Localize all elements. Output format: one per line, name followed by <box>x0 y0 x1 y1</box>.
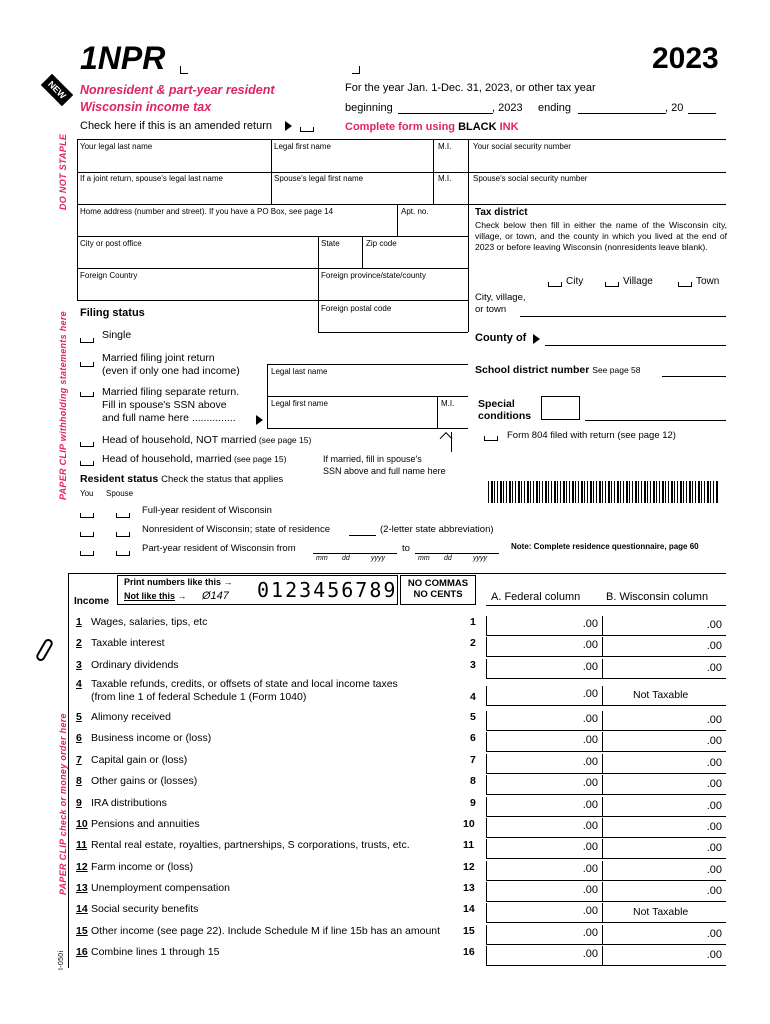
federal-amount-value: .00 <box>582 884 598 896</box>
federal-amount-value: .00 <box>582 756 598 768</box>
col-b-header: B. Wisconsin column <box>606 591 709 603</box>
not-taxable-text: Not Taxable <box>633 689 689 701</box>
federal-amount-value: .00 <box>582 734 598 746</box>
line-ref: 9 <box>470 797 476 809</box>
grid-line <box>468 139 469 332</box>
line-description: Farm income or (loss) <box>91 861 194 873</box>
grid-line <box>362 236 363 268</box>
tax-district-description: Check below then fill in either the name of the Wisconsin city, village, or town, and the county in which you lived at the end of 2023 or before leaving Wisconsin (nonresidents leave blank). <box>475 220 727 252</box>
federal-amount-value: .00 <box>582 927 598 939</box>
line-number: 16 <box>76 946 88 958</box>
federal-amount-value: .00 <box>582 688 598 700</box>
grid-line <box>267 364 268 428</box>
federal-amount-field[interactable] <box>486 686 602 706</box>
mfs-label-1: Married filing separate return. <box>102 386 240 398</box>
paper-clip-withholding: PAPER CLIP withholding statements here <box>58 311 68 500</box>
wisconsin-amount-field[interactable] <box>602 925 726 945</box>
federal-amount-value: .00 <box>582 820 598 832</box>
hoh-married-text: Head of household, married <box>102 453 232 465</box>
line-number: 6 <box>76 732 82 744</box>
line-number: 9 <box>76 797 82 809</box>
special-conditions-field[interactable] <box>585 420 726 421</box>
income-title: Income <box>74 596 110 607</box>
line-description: Combine lines 1 through 15 <box>91 946 220 958</box>
arrow-icon <box>256 415 263 425</box>
not-taxable-cell <box>602 686 726 706</box>
federal-amount-field[interactable] <box>486 797 602 817</box>
wisconsin-amount-value: .00 <box>706 662 722 674</box>
federal-amount-field[interactable] <box>486 637 602 657</box>
mi-field[interactable]: M.I. <box>438 142 452 151</box>
sample-bad-numbers: Ø147 <box>202 590 229 602</box>
grid-line <box>77 139 726 140</box>
wisconsin-amount-value: .00 <box>706 735 722 747</box>
wisconsin-amount-value: .00 <box>706 800 722 812</box>
wisconsin-amount-field[interactable] <box>602 711 726 731</box>
grid-line <box>267 364 468 365</box>
grid-line <box>68 573 726 574</box>
wisconsin-amount-field[interactable] <box>602 946 726 966</box>
print-like-label: Print numbers like this → <box>124 577 233 587</box>
to-label: to <box>402 543 410 554</box>
special-label-1: Special <box>478 398 515 410</box>
tax-district-title: Tax district <box>475 207 528 218</box>
arrow-icon <box>285 121 292 131</box>
line-ref: 3 <box>470 659 476 671</box>
hoh-not-see: (see page 15) <box>256 435 312 445</box>
wisconsin-amount-value: .00 <box>706 864 722 876</box>
zip-field[interactable]: Zip code <box>366 239 397 248</box>
federal-amount-field[interactable] <box>486 925 602 945</box>
single-checkbox[interactable] <box>80 338 94 343</box>
form-id: 1NPR <box>80 40 166 76</box>
spouse-legal-first-field[interactable]: Legal first name <box>271 399 328 408</box>
spouse-mi-field[interactable]: M.I. <box>438 174 452 183</box>
line-description: Pensions and annuities <box>91 818 200 830</box>
federal-amount-value: .00 <box>582 777 598 789</box>
mfs-label-2: Fill in spouse's SSN above <box>102 399 227 411</box>
amended-label: Check here if this is an amended return <box>80 120 272 132</box>
two-letter-label: (2-letter state abbreviation) <box>380 524 494 535</box>
city-field[interactable]: City or post office <box>80 239 142 248</box>
wisconsin-amount-value: .00 <box>706 778 722 790</box>
grid-line <box>318 236 319 332</box>
nonresident-you-checkbox[interactable] <box>80 532 94 537</box>
federal-amount-field[interactable] <box>486 882 602 902</box>
no-commas-text: NO COMMAS <box>407 578 469 589</box>
city-label: City <box>566 276 584 287</box>
arrow-icon <box>533 334 540 344</box>
hoh-married-label <box>102 453 286 465</box>
mfj-checkbox[interactable] <box>80 362 94 367</box>
not-taxable-text: Not Taxable <box>633 906 689 918</box>
resident-instruction: Check the status that applies <box>161 474 284 485</box>
dd-label: dd <box>444 555 452 562</box>
ink-black: BLACK <box>458 121 497 133</box>
foreign-province-field[interactable]: Foreign province/state/county <box>321 271 426 280</box>
grid-line <box>486 605 726 606</box>
federal-amount-value: .00 <box>582 639 598 651</box>
federal-amount-field[interactable] <box>486 839 602 859</box>
federal-amount-field[interactable] <box>486 775 602 795</box>
line-description: Ordinary dividends <box>91 659 179 671</box>
paperclip-icon <box>35 637 55 662</box>
federal-amount-value: .00 <box>582 799 598 811</box>
line-ref: 4 <box>470 691 476 703</box>
wisconsin-amount-field[interactable] <box>602 882 726 902</box>
no-cents-text: NO CENTS <box>413 589 463 600</box>
city-checkbox[interactable] <box>548 282 562 287</box>
wisconsin-amount-field[interactable] <box>602 861 726 881</box>
do-not-staple: DO NOT STAPLE <box>58 133 68 210</box>
yyyy-label: yyyy <box>371 555 385 562</box>
spouse-ssn-field[interactable]: Spouse's social security number <box>473 174 588 183</box>
line-ref: 13 <box>463 882 475 894</box>
part-year-spouse-checkbox[interactable] <box>116 551 130 556</box>
ending-year-field[interactable] <box>688 113 716 114</box>
line-ref: 1 <box>470 616 476 628</box>
print-like-text: Print numbers like this <box>124 577 222 587</box>
corner-mark-right <box>352 66 360 74</box>
amended-checkbox[interactable] <box>300 127 314 132</box>
school-district-field[interactable] <box>662 376 726 377</box>
barcode <box>488 481 718 503</box>
wisconsin-amount-value: .00 <box>706 619 722 631</box>
part-year-label: Part-year resident of Wisconsin from <box>142 543 296 554</box>
wisconsin-amount-value: .00 <box>706 885 722 897</box>
town-checkbox[interactable] <box>678 282 692 287</box>
wisconsin-amount-value: .00 <box>706 928 722 940</box>
grid-line <box>77 236 468 237</box>
not-like-label: Not like this → <box>124 591 187 601</box>
county-field[interactable] <box>545 345 726 346</box>
last-name-field[interactable]: Your legal last name <box>80 142 153 151</box>
village-label: Village <box>623 276 653 287</box>
federal-amount-field[interactable] <box>486 616 602 636</box>
line-description-2: (from line 1 of federal Schedule 1 (Form 1040) <box>91 691 307 703</box>
school-see-text: See page 58 <box>592 365 641 375</box>
line-ref: 6 <box>470 732 476 744</box>
year-text: For the year Jan. 1-Dec. 31, 2023, or other tax year <box>345 82 596 94</box>
nonresident-spouse-checkbox[interactable] <box>116 532 130 537</box>
town-label: Town <box>696 276 720 287</box>
grid-line <box>77 268 468 269</box>
line-description: Alimony received <box>91 711 171 723</box>
federal-amount-field[interactable] <box>486 903 602 923</box>
grid-line <box>437 396 438 428</box>
wisconsin-amount-field[interactable] <box>602 775 726 795</box>
wisconsin-amount-field[interactable] <box>602 754 726 774</box>
spouse-legal-last-field[interactable]: Legal last name <box>271 367 328 376</box>
federal-amount-value: .00 <box>582 841 598 853</box>
mm-label: mm <box>418 555 430 562</box>
to-date-field[interactable] <box>415 553 499 554</box>
beginning-label: beginning <box>345 102 393 114</box>
line-ref: 14 <box>463 903 475 915</box>
hoh-not-text: Head of household, NOT married <box>102 434 257 446</box>
hoh-not-married-checkbox[interactable] <box>80 442 94 447</box>
wisconsin-amount-value: .00 <box>706 640 722 652</box>
line-ref: 7 <box>470 754 476 766</box>
spouse-legal-mi-field[interactable]: M.I. <box>441 399 455 408</box>
wisconsin-amount-value: .00 <box>706 757 722 769</box>
ink-note <box>345 121 519 133</box>
federal-amount-value: .00 <box>582 863 598 875</box>
married-note-2: SSN above and full name here <box>323 466 446 476</box>
line-number: 13 <box>76 882 88 894</box>
line-description: Capital gain or (loss) <box>91 754 188 766</box>
grid-line <box>68 573 69 968</box>
line-number: 7 <box>76 754 82 766</box>
first-name-field[interactable]: Legal first name <box>274 142 331 151</box>
form-subtitle-1: Nonresident & part-year resident <box>80 83 275 97</box>
dd-label: dd <box>342 555 350 562</box>
grid-line <box>77 139 78 300</box>
grid-line <box>271 139 272 204</box>
spouse-first-name-field[interactable]: Spouse's legal first name <box>274 174 364 183</box>
wisconsin-amount-field[interactable] <box>602 818 726 838</box>
grid-line <box>318 332 468 333</box>
home-address-field[interactable]: Home address (number and street). If you have a PO Box, see page 14 <box>80 207 334 216</box>
wisconsin-amount-field[interactable] <box>602 797 726 817</box>
mm-label: mm <box>316 555 328 562</box>
line-description: Other gains or (losses) <box>91 775 198 787</box>
nonresident-label: Nonresident of Wisconsin; state of residence <box>142 524 330 535</box>
wisconsin-amount-field[interactable] <box>602 732 726 752</box>
col-a-header: A. Federal column <box>491 591 581 603</box>
line-number: 3 <box>76 659 82 671</box>
line-ref: 12 <box>463 861 475 873</box>
beginning-year: , 2023 <box>492 102 523 114</box>
federal-amount-field[interactable] <box>486 818 602 838</box>
line-number: 10 <box>76 818 88 830</box>
federal-amount-field[interactable] <box>486 946 602 966</box>
part-year-you-checkbox[interactable] <box>80 551 94 556</box>
federal-amount-field[interactable] <box>486 711 602 731</box>
from-date-field[interactable] <box>313 553 397 554</box>
line-number: 5 <box>76 711 82 723</box>
wisconsin-amount-value: .00 <box>706 714 722 726</box>
state-field[interactable]: State <box>321 239 340 248</box>
foreign-postal-field[interactable]: Foreign postal code <box>321 304 392 313</box>
not-taxable-cell <box>602 903 726 923</box>
city-village-town-label-2: or town <box>475 304 507 315</box>
no-commas-box <box>400 575 476 605</box>
federal-amount-value: .00 <box>582 661 598 673</box>
federal-amount-field[interactable] <box>486 754 602 774</box>
line-ref: 15 <box>463 925 475 937</box>
resident-title-text: Resident status <box>80 473 159 485</box>
full-year-you-checkbox[interactable] <box>80 513 94 518</box>
mfs-label-3: and full name here ............... <box>102 412 236 424</box>
wisconsin-amount-field[interactable] <box>602 839 726 859</box>
foreign-country-field[interactable]: Foreign Country <box>80 271 138 280</box>
ink-suffix: INK <box>496 121 519 133</box>
hoh-married-checkbox[interactable] <box>80 461 94 466</box>
line-description: Rental real estate, royalties, partnerships, S corporations, trusts, etc. <box>91 839 410 851</box>
line-description: Social security benefits <box>91 903 199 915</box>
village-checkbox[interactable] <box>605 282 619 287</box>
wisconsin-amount-value: .00 <box>706 949 722 961</box>
federal-amount-value: .00 <box>582 713 598 725</box>
federal-amount-field[interactable] <box>486 861 602 881</box>
paper-clip-check: PAPER CLIP check or money order here <box>58 713 68 895</box>
grid-line <box>77 172 726 173</box>
line-description: IRA distributions <box>91 797 167 809</box>
federal-amount-value: .00 <box>582 905 598 917</box>
filing-status-title: Filing status <box>80 307 145 319</box>
mfs-checkbox[interactable] <box>80 392 94 397</box>
apt-field[interactable]: Apt. no. <box>401 207 429 216</box>
sample-good-numbers: 0123456789 <box>257 578 398 602</box>
line-description: Other income (see page 22). Include Schedule M if line 15b has an amount <box>91 925 441 937</box>
city-village-town-field[interactable] <box>520 316 726 317</box>
line-description: Unemployment compensation <box>91 882 230 894</box>
federal-amount-field[interactable] <box>486 659 602 679</box>
tax-year: 2023 <box>652 42 719 75</box>
line-ref: 10 <box>463 818 475 830</box>
beginning-field[interactable] <box>398 113 493 114</box>
hoh-married-see: (see page 15) <box>231 454 287 464</box>
mfj-label-2: (even if only one had income) <box>102 365 240 377</box>
federal-amount-field[interactable] <box>486 732 602 752</box>
wisconsin-amount-value: .00 <box>706 821 722 833</box>
special-conditions-box[interactable] <box>541 396 580 420</box>
grid-line <box>77 204 726 205</box>
wisconsin-amount-field[interactable] <box>602 659 726 679</box>
spouse-label: Spouse <box>106 489 134 498</box>
hoh-not-married-label <box>102 434 311 446</box>
grid-line <box>77 300 468 301</box>
line-number: 2 <box>76 637 82 649</box>
line-number: 4 <box>76 678 82 690</box>
federal-amount-value: .00 <box>582 948 598 960</box>
full-year-label: Full-year resident of Wisconsin <box>142 505 272 516</box>
corner-mark-left <box>180 66 188 74</box>
ending-label: ending <box>538 102 572 114</box>
federal-amount-value: .00 <box>582 618 598 630</box>
grid-line <box>397 204 398 236</box>
school-district-label <box>475 364 641 376</box>
line-ref: 5 <box>470 711 476 723</box>
line-number: 1 <box>76 616 82 628</box>
line-number: 14 <box>76 903 88 915</box>
school-label-text: School district number <box>475 364 590 376</box>
grid-line <box>267 428 468 429</box>
county-label: County of <box>475 332 527 344</box>
line-description: Business income or (loss) <box>91 732 212 744</box>
line-description: Taxable interest <box>91 637 165 649</box>
you-label: You <box>80 489 94 498</box>
married-note-1: If married, fill in spouse's <box>323 454 422 464</box>
mfj-label-1: Married filing joint return <box>102 352 215 364</box>
form804-label: Form 804 filed with return (see page 12) <box>507 430 676 441</box>
wisconsin-amount-field[interactable] <box>602 616 726 636</box>
line-number: 11 <box>76 839 88 851</box>
line-number: 15 <box>76 925 88 937</box>
wisconsin-amount-value: .00 <box>706 842 722 854</box>
form-code: I-050i <box>58 950 65 970</box>
line-ref: 2 <box>470 637 476 649</box>
single-label: Single <box>102 329 132 341</box>
ssn-field[interactable]: Your social security number <box>473 142 571 151</box>
ink-prefix: Complete form using <box>345 121 459 133</box>
not-like-text: Not like this <box>124 591 176 601</box>
city-village-town-label-1: City, village, <box>475 292 526 303</box>
special-label-2: conditions <box>478 410 532 422</box>
line-ref: 8 <box>470 775 476 787</box>
line-ref: 11 <box>463 839 475 851</box>
line-ref: 16 <box>463 946 475 958</box>
wisconsin-amount-field[interactable] <box>602 637 726 657</box>
line-number: 12 <box>76 861 88 873</box>
ending-field[interactable] <box>578 113 666 114</box>
grid-line <box>433 139 434 204</box>
full-year-spouse-checkbox[interactable] <box>116 513 130 518</box>
spouse-last-name-field[interactable]: If a joint return, spouse's legal last name <box>80 174 223 183</box>
form804-checkbox[interactable] <box>484 436 498 441</box>
state-of-residence-field[interactable] <box>349 535 376 536</box>
resident-status-title <box>80 473 283 485</box>
ending-year: , 20 <box>665 102 684 114</box>
up-arrow-icon <box>451 432 452 452</box>
line-description: Taxable refunds, credits, or offsets of state and local income taxes <box>91 678 398 690</box>
form-subtitle-2: Wisconsin income tax <box>80 100 212 114</box>
line-description: Wages, salaries, tips, etc <box>91 616 208 628</box>
residence-note: Note: Complete residence questionnaire, page 60 <box>511 542 699 551</box>
yyyy-label: yyyy <box>473 555 487 562</box>
line-number: 8 <box>76 775 82 787</box>
new-badge: NEW <box>41 74 74 107</box>
